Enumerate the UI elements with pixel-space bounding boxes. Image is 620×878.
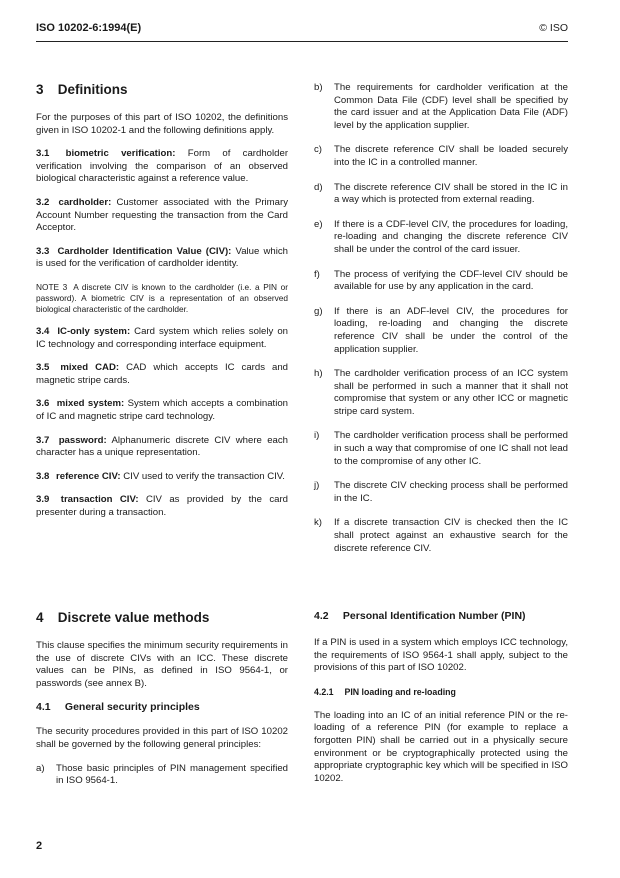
section-number: 4 xyxy=(36,610,44,625)
definition-3-6 xyxy=(36,398,288,423)
definition-3-8 xyxy=(36,471,288,484)
definition-number: 3.4 xyxy=(36,325,50,337)
definition-term: IC-only system: xyxy=(57,325,131,337)
subsection-title: PIN loading and re-loading xyxy=(344,686,456,697)
list-item-label: c) xyxy=(314,144,322,156)
list-item-label: e) xyxy=(314,218,323,230)
definition-3-3 xyxy=(36,246,288,271)
definition-text: CIV used to verify the transaction CIV. xyxy=(123,470,285,482)
list-item xyxy=(314,219,568,257)
definition-term: Cardholder Identification Value (CIV): xyxy=(57,245,232,257)
section-4-heading xyxy=(36,610,288,626)
definition-3-7 xyxy=(36,435,288,460)
list-item-text: The requirements for cardholder verification at the Common Data File (CDF) level shall be specified by the card issuer and at the Application Data File (ADF) level by the application supplier. xyxy=(334,82,568,131)
section-4-2 xyxy=(314,610,568,796)
definition-text: Alphanumeric discrete CIV where each character has a unique representation. xyxy=(36,434,289,459)
definition-term: transaction CIV: xyxy=(60,494,139,506)
list-item-text: The discrete CIV checking process shall be performed in the IC. xyxy=(334,480,568,504)
list-item-text: The cardholder verification process shall be performed in such a way that compromise of one IC shall not lead to the compromise of any other IC. xyxy=(334,430,568,467)
subsection-number: 4.1 xyxy=(36,701,51,714)
definition-3-4 xyxy=(36,326,288,351)
definition-number: 3.5 xyxy=(36,362,50,374)
list-item-text: If a discrete transaction CIV is checked then the IC shall protect against an exhaustive search for the discrete reference CIV. xyxy=(334,517,568,554)
definition-number: 3.3 xyxy=(36,245,50,257)
definition-text: Value which is used for the verification of cardholder identity. xyxy=(36,245,288,270)
list-item xyxy=(314,182,568,207)
definition-text: Card system which relies solely on IC technology and corresponding interface equipment. xyxy=(36,325,288,350)
left-column xyxy=(36,82,288,530)
section-number: 3 xyxy=(36,82,44,97)
copyright-mark: © ISO xyxy=(539,22,568,34)
section-4 xyxy=(36,610,288,800)
list-item-text: The discrete reference CIV shall be loaded securely into the IC in a controlled manner. xyxy=(334,144,568,168)
list-item xyxy=(314,269,568,294)
header-rule xyxy=(36,41,568,42)
note-text: A discrete CIV is known to the cardholder (i.e. a PIN or password). A biometric CIV is a representation of an observed biological characteristic of the cardholder. xyxy=(36,281,289,314)
subsection-title: General security principles xyxy=(64,701,200,714)
list-item xyxy=(314,517,568,555)
list-item xyxy=(36,763,288,788)
list-item xyxy=(314,144,568,169)
section-3-intro: For the purposes of this part of ISO 10202, the definitions given in ISO 10202-1 and the following definitions apply. xyxy=(36,112,288,136)
definition-3-9 xyxy=(36,494,288,519)
list-item xyxy=(314,430,568,468)
definition-text: Customer associated with the Primary Account Number requesting the transaction from the Card Acceptor. xyxy=(36,196,289,234)
subsection-4-2-1-heading xyxy=(314,686,568,698)
list-item-label: k) xyxy=(314,517,322,529)
subsection-4-2-1-text: The loading into an IC of an initial reference PIN or the re-loading of a reference PIN (for example to replace a forgotten PIN) shall be carried out in a physically secure environment or be cryptographically protected using the appropriate cryptographic key which will be specified in ISO 10202. xyxy=(314,709,568,784)
note-label: NOTE 3 xyxy=(36,281,68,292)
section-title: Discrete value methods xyxy=(57,610,210,625)
definition-term: reference CIV: xyxy=(56,470,121,482)
definition-text: CIV as provided by the card presenter during a transaction. xyxy=(36,494,288,518)
list-item-label: i) xyxy=(314,430,320,442)
list-item xyxy=(314,480,568,505)
standard-designation: ISO 10202-6:1994(E) xyxy=(36,22,142,34)
definition-text: CAD which accepts IC cards and magnetic stripe cards. xyxy=(36,362,289,386)
list-item-label: d) xyxy=(314,181,323,193)
definition-term: mixed system: xyxy=(56,398,125,410)
definition-number: 3.1 xyxy=(36,148,50,160)
subsection-4-2-text: If a PIN is used in a system which employs ICC technology, the requirements of ISO 9564-1 shall apply, subject to the provisions of this part of ISO 10202. xyxy=(314,637,568,674)
definition-number: 3.8 xyxy=(36,470,50,482)
section-4-intro: This clause specifies the minimum security requirements in the use of discrete CIVs with an ICC. These discrete values can be PINs, as defined in ISO 9564-1, or passwords (see annex B). xyxy=(36,640,288,689)
definition-number: 3.9 xyxy=(36,494,50,506)
list-item-label: b) xyxy=(314,82,323,93)
list-item-label: f) xyxy=(314,268,320,280)
subsection-number: 4.2 xyxy=(314,610,329,622)
note-3 xyxy=(36,282,288,315)
list-item-label: a) xyxy=(36,762,45,774)
definition-number: 3.6 xyxy=(36,398,50,410)
right-column xyxy=(314,82,568,567)
definition-term: biometric verification: xyxy=(65,148,176,160)
definition-text: Form of cardholder verification involving the comparison of an observed biological characteristic against a reference value. xyxy=(36,148,289,185)
subsection-4-2-heading xyxy=(314,610,568,623)
list-item xyxy=(314,82,568,132)
subsection-number: 4.2.1 xyxy=(314,686,334,697)
list-item-label: h) xyxy=(314,368,323,380)
definition-3-1 xyxy=(36,148,288,186)
definition-3-5 xyxy=(36,362,288,387)
definition-term: password: xyxy=(58,434,107,446)
list-item-text: The discrete reference CIV shall be stored in the IC in a way which is protected from external reading. xyxy=(334,181,568,206)
list-item-label: j) xyxy=(314,480,320,492)
list-item xyxy=(314,368,568,418)
list-item-text: If there is an ADF-level CIV, the procedures for loading, re-loading and changing the discrete reference CIV shall be under the control of the application supplier. xyxy=(334,305,568,355)
subsection-4-1-heading xyxy=(36,701,288,714)
list-item-text: The cardholder verification process of an ICC system shall be performed in such a manner that it shall not compromise that system or any other ICC or magnetic stripe card system. xyxy=(334,368,568,417)
definition-number: 3.2 xyxy=(36,196,50,208)
subsection-title: Personal Identification Number (PIN) xyxy=(342,610,526,622)
subsection-4-1-text: The security procedures provided in this part of ISO 10202 shall be governed by the following general principles: xyxy=(36,726,288,750)
definition-term: mixed CAD: xyxy=(60,362,120,374)
list-item-label: g) xyxy=(314,305,323,317)
list-item xyxy=(314,306,568,356)
section-3-heading xyxy=(36,82,288,98)
page-number: 2 xyxy=(36,840,43,852)
definition-number: 3.7 xyxy=(36,434,50,446)
list-item-text: Those basic principles of PIN management specified in ISO 9564-1. xyxy=(56,762,288,787)
definition-text: System which accepts a combination of IC and magnetic stripe card technology. xyxy=(36,398,288,422)
definition-term: cardholder: xyxy=(58,196,112,208)
definition-3-2 xyxy=(36,197,288,235)
list-item-text: The process of verifying the CDF-level CIV should be available for use by any application in the card. xyxy=(334,268,568,293)
section-title: Definitions xyxy=(57,82,128,97)
list-item-text: If there is a CDF-level CIV, the procedures for loading, re-loading and changing the discrete reference CIV shall be under the control of the card issuer. xyxy=(334,218,568,255)
